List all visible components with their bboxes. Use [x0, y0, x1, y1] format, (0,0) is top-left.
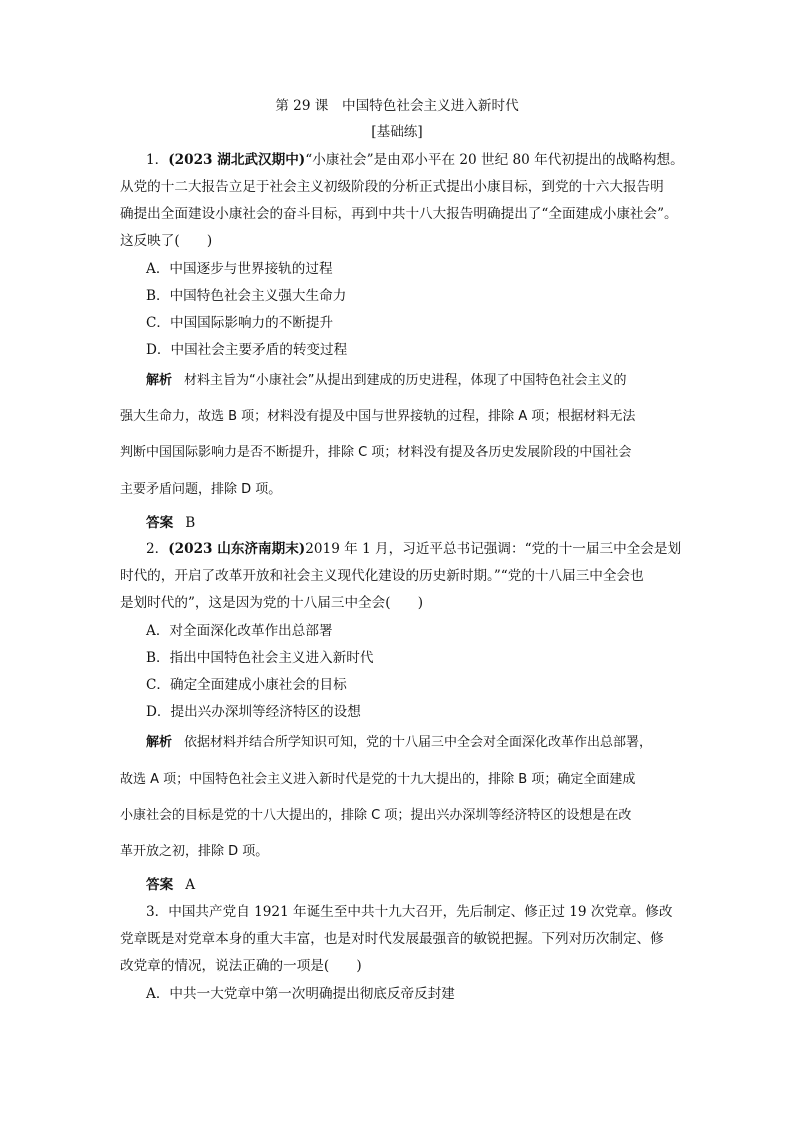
q1-answer-value: B	[185, 515, 196, 531]
q2-source: (2023 山东济南期末)	[168, 541, 306, 557]
q2-option-d: D．提出兴办深圳等经济特区的设想	[146, 704, 361, 720]
q1-stem-line-3: 确提出全面建设小康社会的奋斗目标，再到中共十八大报告明确提出了“全面建成小康社会”。	[120, 206, 678, 222]
q1-stem-line-2: 从党的十二大报告立足于社会主义初级阶段的分析正式提出小康目标，到党的十六大报告明	[120, 179, 664, 195]
q1-explanation-line-1: 解析 材料主旨为“小康社会”从提出到建成的历史进程，体现了中国特色社会主义的	[146, 373, 627, 388]
q2-explanation-line-2: 故选 A 项；中国特色社会主义进入新时代是党的十九大提出的，排除 B 项；确定全面建成	[120, 772, 636, 787]
q2-answer	[146, 875, 195, 895]
q1-explanation-line-2: 强大生命力，故选 B 项；材料没有提及中国与世界接轨的过程，排除 A 项；根据材料无法	[120, 409, 636, 424]
q3-stem-line-3: 改党章的情况，说法正确的一项是( )	[120, 958, 362, 974]
q2-explanation-line-4: 革开放之初，排除 D 项。	[120, 844, 269, 859]
q1-option-a: A．中国逐步与世界接轨的过程	[146, 261, 333, 277]
q2-explanation-label: 解析	[146, 735, 173, 750]
q2-answer-value: A	[185, 877, 196, 893]
q1-answer	[146, 513, 195, 533]
q2-explanation-line-1: 解析 依据材料并结合所学知识可知，党的十八届三中全会对全面深化改革作出总部署，	[146, 735, 653, 750]
q1-stem-line-4: 这反映了( )	[120, 233, 213, 249]
q1-answer-label: 答案	[146, 515, 174, 531]
q2-explanation-line-3: 小康社会的目标是党的十八大提出的，排除 C 项；提出兴办深圳等经济特区的设想是在改	[120, 808, 632, 823]
q2-number: 2．	[146, 541, 169, 557]
q1-stem-text: “小康社会”是由邓小平在 20 世纪 80 年代初提出的战略构想。	[305, 152, 684, 168]
q1-explanation-line-4: 主要矛盾问题，排除 D 项。	[120, 482, 282, 497]
q2-answer-label: 答案	[146, 877, 174, 893]
q1-source: (2023 湖北武汉期中)	[168, 152, 306, 168]
q1-explanation-label: 解析	[146, 373, 173, 388]
q3-option-a: A．中共一大党章中第一次明确提出彻底反帝反封建	[146, 986, 455, 1002]
q3-stem-line-2: 党章既是对党章本身的重大丰富，也是对时代发展最强音的敏锐把握。下列对历次制定、修	[120, 931, 664, 947]
q2-stem-line-2: 时代的，开启了改革开放和社会主义现代化建设的历史新时期。”“党的十八届三中全会也	[120, 568, 644, 584]
q2-stem-line-3: 是划时代的”，这是因为党的十八届三中全会( )	[120, 595, 424, 611]
q2-option-a: A．对全面深化改革作出总部署	[146, 623, 333, 639]
q2-option-c: C．确定全面建成小康社会的目标	[146, 677, 347, 693]
q1-option-c: C．中国国际影响力的不断提升	[146, 315, 334, 331]
section-label: [基础练]	[371, 124, 423, 140]
q3-stem-line-1: 3．中国共产党自 1921 年诞生至中共十九大召开，先后制定、修正过 19 次党章。修改	[146, 904, 673, 920]
q2-stem-text: 2019 年 1 月，习近平总书记强调：“党的十一届三中全会是划	[305, 541, 682, 557]
q1-explanation-line-3: 判断中国国际影响力是否不断提升，排除 C 项；材料没有提及各历史发展阶段的中国社会	[120, 445, 632, 460]
lesson-title: 第 29 课 中国特色社会主义进入新时代	[275, 98, 519, 114]
q1-number: 1．	[146, 152, 169, 168]
q1-stem-line-1	[146, 150, 684, 170]
q1-option-d: D．中国社会主要矛盾的转变过程	[146, 342, 348, 358]
q2-option-b: B．指出中国特色社会主义进入新时代	[146, 650, 374, 666]
q1-option-b: B．中国特色社会主义强大生命力	[146, 288, 347, 304]
q2-stem-line-1	[146, 539, 681, 559]
